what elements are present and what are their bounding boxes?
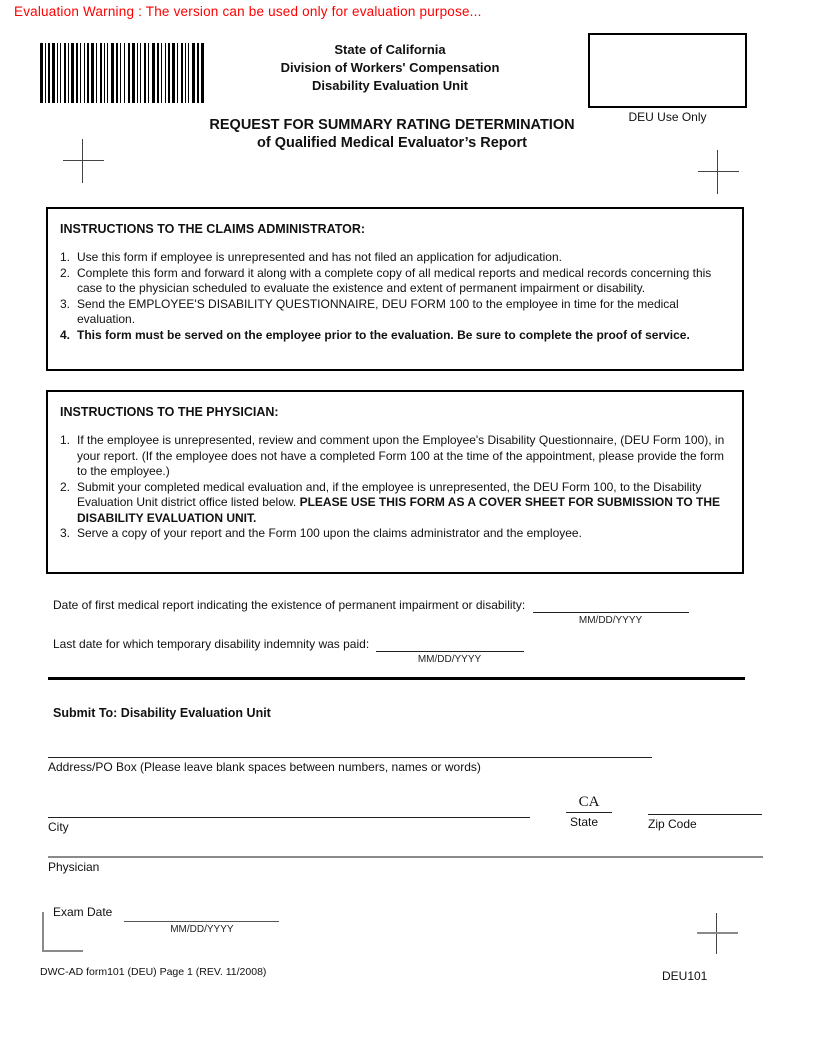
claims-instructions-list [60,250,730,343]
agency-line-1: State of California [334,42,446,57]
item-text-bold: PLEASE USE THIS FORM AS A COVER SHEET FOR SUBMISSION TO THE DISABILITY EVALUATION UNIT. [77,495,721,525]
physician-instructions-list [60,433,730,542]
physician-instructions-heading: INSTRUCTIONS TO THE PHYSICIAN: [60,405,279,419]
item-text: Use this form if employee is unrepresented and has not filed an application for adjudication. [77,250,562,264]
first-report-date-label: Date of first medical report indicating the existence of permanent impairment or disability: [53,598,526,612]
item-text: Complete this form and forward it along with a complete copy of all medical reports and medical records concerning this case to the physician scheduled to evaluate the existence and extent of permanent impairment or disability. [77,265,712,295]
form-title [152,116,632,152]
form-title-line-1: REQUEST FOR SUMMARY RATING DETERMINATION [209,117,575,133]
td-paid-date-field[interactable] [376,637,524,665]
item-number: 4. [60,327,71,342]
first-report-date-line[interactable] [533,598,689,613]
item-number: 3. [60,526,71,540]
item-text: If the employee is unrepresented, review and comment upon the Employee's Disability Questionnaire, (DEU Form 100), in your report. (If the employee does not have a completed Form 100 at the time of the appointment, please provide the form to the employee.) [77,433,725,478]
item-text: Submit your completed medical evaluation and, if the employee is unrepresented, the DEU Form 100, to the Disability Evaluation Unit district office listed below. PLEASE USE THIS FORM AS A COVER SHEET FOR SUBMISSION TO THE DISABILITY EVALUATION UNIT. [77,479,721,525]
address-field[interactable] [48,757,652,774]
claims-instructions-heading: INSTRUCTIONS TO THE CLAIMS ADMINISTRATOR: [60,222,366,236]
deu-use-only-box [588,33,747,108]
state-label: State [570,815,599,829]
instruction-item [60,297,730,328]
first-report-date-format-hint: MM/DD/YYYY [578,615,643,626]
footer-form-code: DEU101 [662,969,708,983]
first-report-date-field[interactable] [533,598,689,626]
city-field[interactable] [48,817,530,834]
td-paid-date-label: Last date for which temporary disability indemnity was paid: [53,637,370,651]
deu-use-only-label: DEU Use Only [628,110,707,124]
instruction-item [60,433,730,480]
agency-header [215,41,565,95]
instruction-item [60,480,730,527]
barcode-icon [40,43,205,108]
city-label: City [48,820,69,834]
instruction-item [60,328,730,344]
crop-mark-top-left-horizontal [63,160,104,161]
address-label: Address/PO Box (Please leave blank spaces between numbers, names or words) [48,760,481,774]
physician-field[interactable] [48,856,763,874]
zip-field[interactable] [648,814,762,831]
instruction-item [60,266,730,297]
exam-date-format-hint: MM/DD/YYYY [170,924,234,935]
physician-instructions-box [46,390,744,574]
first-report-date-row [53,598,689,626]
td-paid-date-format-hint: MM/DD/YYYY [417,654,482,665]
item-number: 1. [60,433,71,447]
td-paid-date-row [53,637,524,665]
td-paid-date-line[interactable] [376,637,524,652]
crop-mark-top-right-horizontal [698,171,739,172]
section-divider-rule [48,677,745,680]
item-number: 2. [60,265,71,280]
item-number: 1. [60,250,71,264]
agency-line-2: Division of Workers' Compensation [280,60,500,75]
form-title-line-2: of Qualified Medical Evaluator’s Report [257,135,527,151]
instruction-item [60,250,730,266]
claims-instructions-box [46,207,744,371]
item-text: Send the EMPLOYEE'S DISABILITY QUESTIONNAIRE, DEU FORM 100 to the employee in time for the medical evaluation. [77,296,679,326]
item-number: 2. [60,479,71,494]
item-number: 3. [60,296,71,311]
exam-date-field[interactable] [124,905,279,935]
agency-line-3: Disability Evaluation Unit [311,78,469,93]
crop-mark-bottom-right-horizontal [697,932,738,934]
item-text: This form must be served on the employee prior to the evaluation. Be sure to complete the proof of service. [77,327,690,342]
exam-date-row [53,905,279,935]
evaluation-warning-text: Evaluation Warning : The version can be used only for evaluation purpose... [14,4,482,19]
instruction-item [60,526,730,542]
exam-date-label: Exam Date [53,905,113,919]
crop-mark-bottom-left-vertical [42,912,44,952]
physician-label: Physician [48,860,100,874]
exam-date-line[interactable] [124,905,279,922]
crop-mark-bottom-left-horizontal [42,950,83,952]
submit-to-heading: Submit To: Disability Evaluation Unit [53,706,271,720]
item-text: Serve a copy of your report and the Form 100 upon the claims administrator and the employee. [77,526,582,540]
footer-form-number: DWC-AD form101 (DEU) Page 1 (REV. 11/2008) [40,966,267,978]
crop-mark-top-right-vertical [717,150,718,194]
state-field [566,794,612,829]
zip-label: Zip Code [648,817,697,831]
crop-mark-top-left-vertical [82,139,83,183]
state-value: CA [566,794,612,813]
